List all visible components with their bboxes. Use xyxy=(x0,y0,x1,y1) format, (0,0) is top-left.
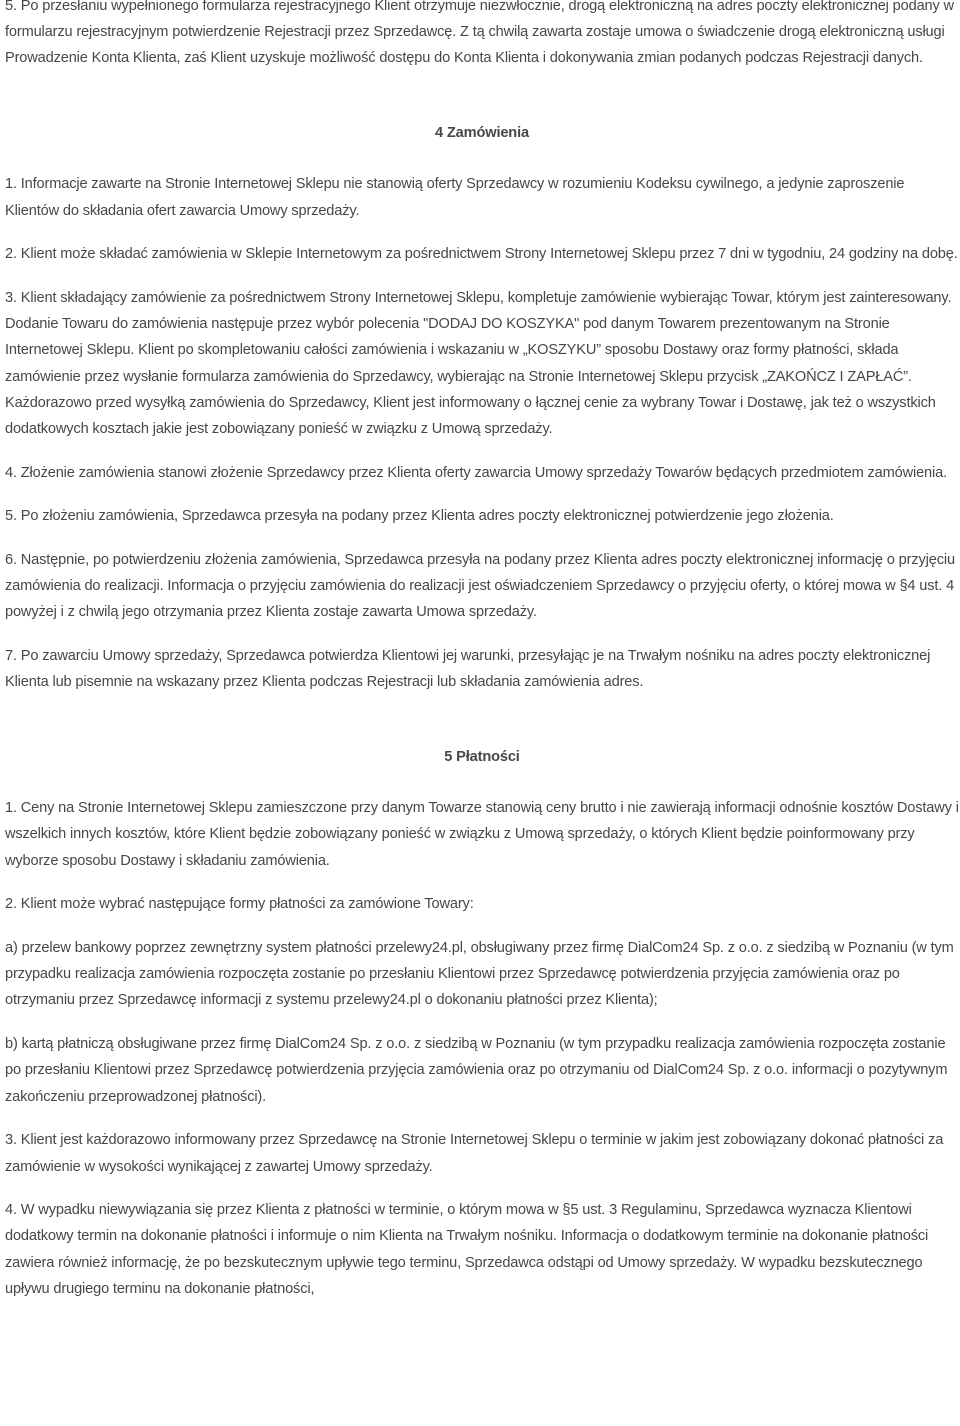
paragraph-5-2a: a) przelew bankowy poprzez zewnętrzny system płatności przelewy24.pl, obsługiwany przez firmę DialCom24 Sp. z o.o. z siedzibą w Poznaniu (w tym przypadku realizacja zamówienia rozpoczęta zostanie po przesłaniu Klientowi przez Sprzedawcę potwierdzenia przyjęcia zamówienia oraz po otrzymaniu przez Sprzedawcę informacji z systemu przelewy24.pl o dokonaniu płatności przez Klienta); xyxy=(5,940,954,1009)
paragraph-4-4: 4. Złożenie zamówienia stanowi złożenie Sprzedawcy przez Klienta oferty zawarcia Umowy sprzedaży Towarów będących przedmiotem zamówienia. xyxy=(5,464,947,481)
paragraph-5-2: 2. Klient może wybrać następujące formy płatności za zamówione Towary: xyxy=(5,896,474,913)
spacer xyxy=(5,89,959,95)
paragraph-4-2: 2. Klient może składać zamówienia w Sklepie Internetowym za pośrednictwem Strony Internetowej Sklepu przez 7 dni w tygodniu, 24 godziny na dobę. xyxy=(5,246,958,263)
spacer xyxy=(5,713,959,719)
paragraph-5-3: 3. Klient jest każdorazowo informowany przez Sprzedawcę na Stronie Internetowej Sklepu o terminie w jakim jest zobowiązany dokonać płatności za zamówienie w wysokości wynikającej z zawartej Umowy sprzedaży. xyxy=(5,1132,944,1175)
paragraph-4-3: 3. Klient składający zamówienie za pośrednictwem Strony Internetowej Sklepu, kompletuje zamówienie wybierając Towar, którym jest zainteresowany. Dodanie Towaru do zamówienia następuje przez wybór polecenia "DODAJ DO KOSZYKA" pod danym Towarem prezentowanym na Stronie Internetowej Sklepu. Klient po skompletowaniu całości zamówienia i wskazaniu w „KOSZYKU” sposobu Dostawy oraz formy płatności, składa zamówienie przez wysłanie formularza zamówienia do Sprzedawcy, wybierając na Stronie Internetowej Sklepu przycisk „ZAKOŃCZ I ZAPŁAĆ”. Każdorazowo przed wysyłką zamówienia do Sprzedawcy, Klient jest informowany o łącznej cenie za wybrany Towar i Dostawę, jak też o wszystkich dodatkowych kosztach jakie jest zobowiązany ponieść w związku z Umową sprzedaży. xyxy=(5,289,952,437)
document-page xyxy=(5,0,959,1320)
paragraph-5-4: 4. W wypadku niewywiązania się przez Klienta z płatności w terminie, o którym mowa w §5 ust. 3 Regulaminu, Sprzedawca wyznacza Klientowi dodatkowy termin na dokonanie płatności i informuje o nim Klienta na Trwałym nośniku. Informacja o dodatkowym terminie na dokonanie płatności zawiera również informację, że po bezskutecznym upływie tego terminu, Sprzedawca odstąpi od Umowy sprzedaży. W wypadku bezskutecznego upływu drugiego terminu na dokonanie płatności, xyxy=(5,1202,929,1297)
paragraph-3-5: 5. Po przesłaniu wypełnionego formularza rejestracyjnego Klient otrzymuje niezwłocznie, drogą elektroniczną na adres poczty elektronicznej podany w formularzu rejestracyjnym potwierdzenie Rejestracji przez Sprzedawcę. Z tą chwilą zawarta zostaje umowa o świadczenie drogą elektroniczną usługi Prowadzenie Konta Klienta, zaś Klient uzyskuje możliwość dostępu do Konta Klienta i dokonywania zmian podanych podczas Rejestracji danych. xyxy=(5,0,954,67)
paragraph-4-1: 1. Informacje zawarte na Stronie Internetowej Sklepu nie stanowią oferty Sprzedawcy w rozumieniu Kodeksu cywilnego, a jedynie zaproszenie Klientów do składania ofert zawarcia Umowy sprzedaży. xyxy=(5,176,905,219)
paragraph-4-7: 7. Po zawarciu Umowy sprzedaży, Sprzedawca potwierdza Klientowi jej warunki, przesyłając je na Trwałym nośniku na adres poczty elektronicznej Klienta lub pisemnie na wskazany przez Klienta podczas Rejestracji lub składania zamówienia adres. xyxy=(5,648,931,691)
paragraph-5-2b: b) kartą płatniczą obsługiwane przez firmę DialCom24 Sp. z o.o. z siedzibą w Poznaniu (w tym przypadku realizacja zamówienia rozpoczęta zostanie po przesłaniu Klientowi przez Sprzedawcę potwierdzenia przyjęcia zamówienia oraz po otrzymaniu od DialCom24 Sp. z o.o. informacji o pozytywnym zakończeniu przeprowadzonej płatności). xyxy=(5,1036,948,1105)
paragraph-4-6: 6. Następnie, po potwierdzeniu złożenia zamówienia, Sprzedawca przesyła na podany przez Klienta adres poczty elektronicznej informację o przyjęciu zamówienia do realizacji. Informacja o przyjęciu zamówienia do realizacji jest oświadczeniem Sprzedawcy o przyjęciu oferty, o której mowa w §4 ust. 4 powyżej i z chwilą jego otrzymania przez Klienta zostaje zawarta Umowa sprzedaży. xyxy=(5,552,955,621)
paragraph-5-1: 1. Ceny na Stronie Internetowej Sklepu zamieszczone przy danym Towarze stanowią ceny brutto i nie zawierają informacji odnośnie kosztów Dostawy i wszelkich innych kosztów, które Klient będzie zobowiązany ponieść w związku z Umową sprzedaży, o których Klient będzie poinformowany przy wyborze sposobu Dostawy i składaniu zamówienia. xyxy=(5,800,959,869)
paragraph-4-5: 5. Po złożeniu zamówienia, Sprzedawca przesyła na podany przez Klienta adres poczty elektronicznej potwierdzenie jego złożenia. xyxy=(5,508,834,525)
section-heading-platnosci: 5 Płatności xyxy=(444,749,520,766)
section-heading-zamowienia: 4 Zamówienia xyxy=(435,125,529,142)
